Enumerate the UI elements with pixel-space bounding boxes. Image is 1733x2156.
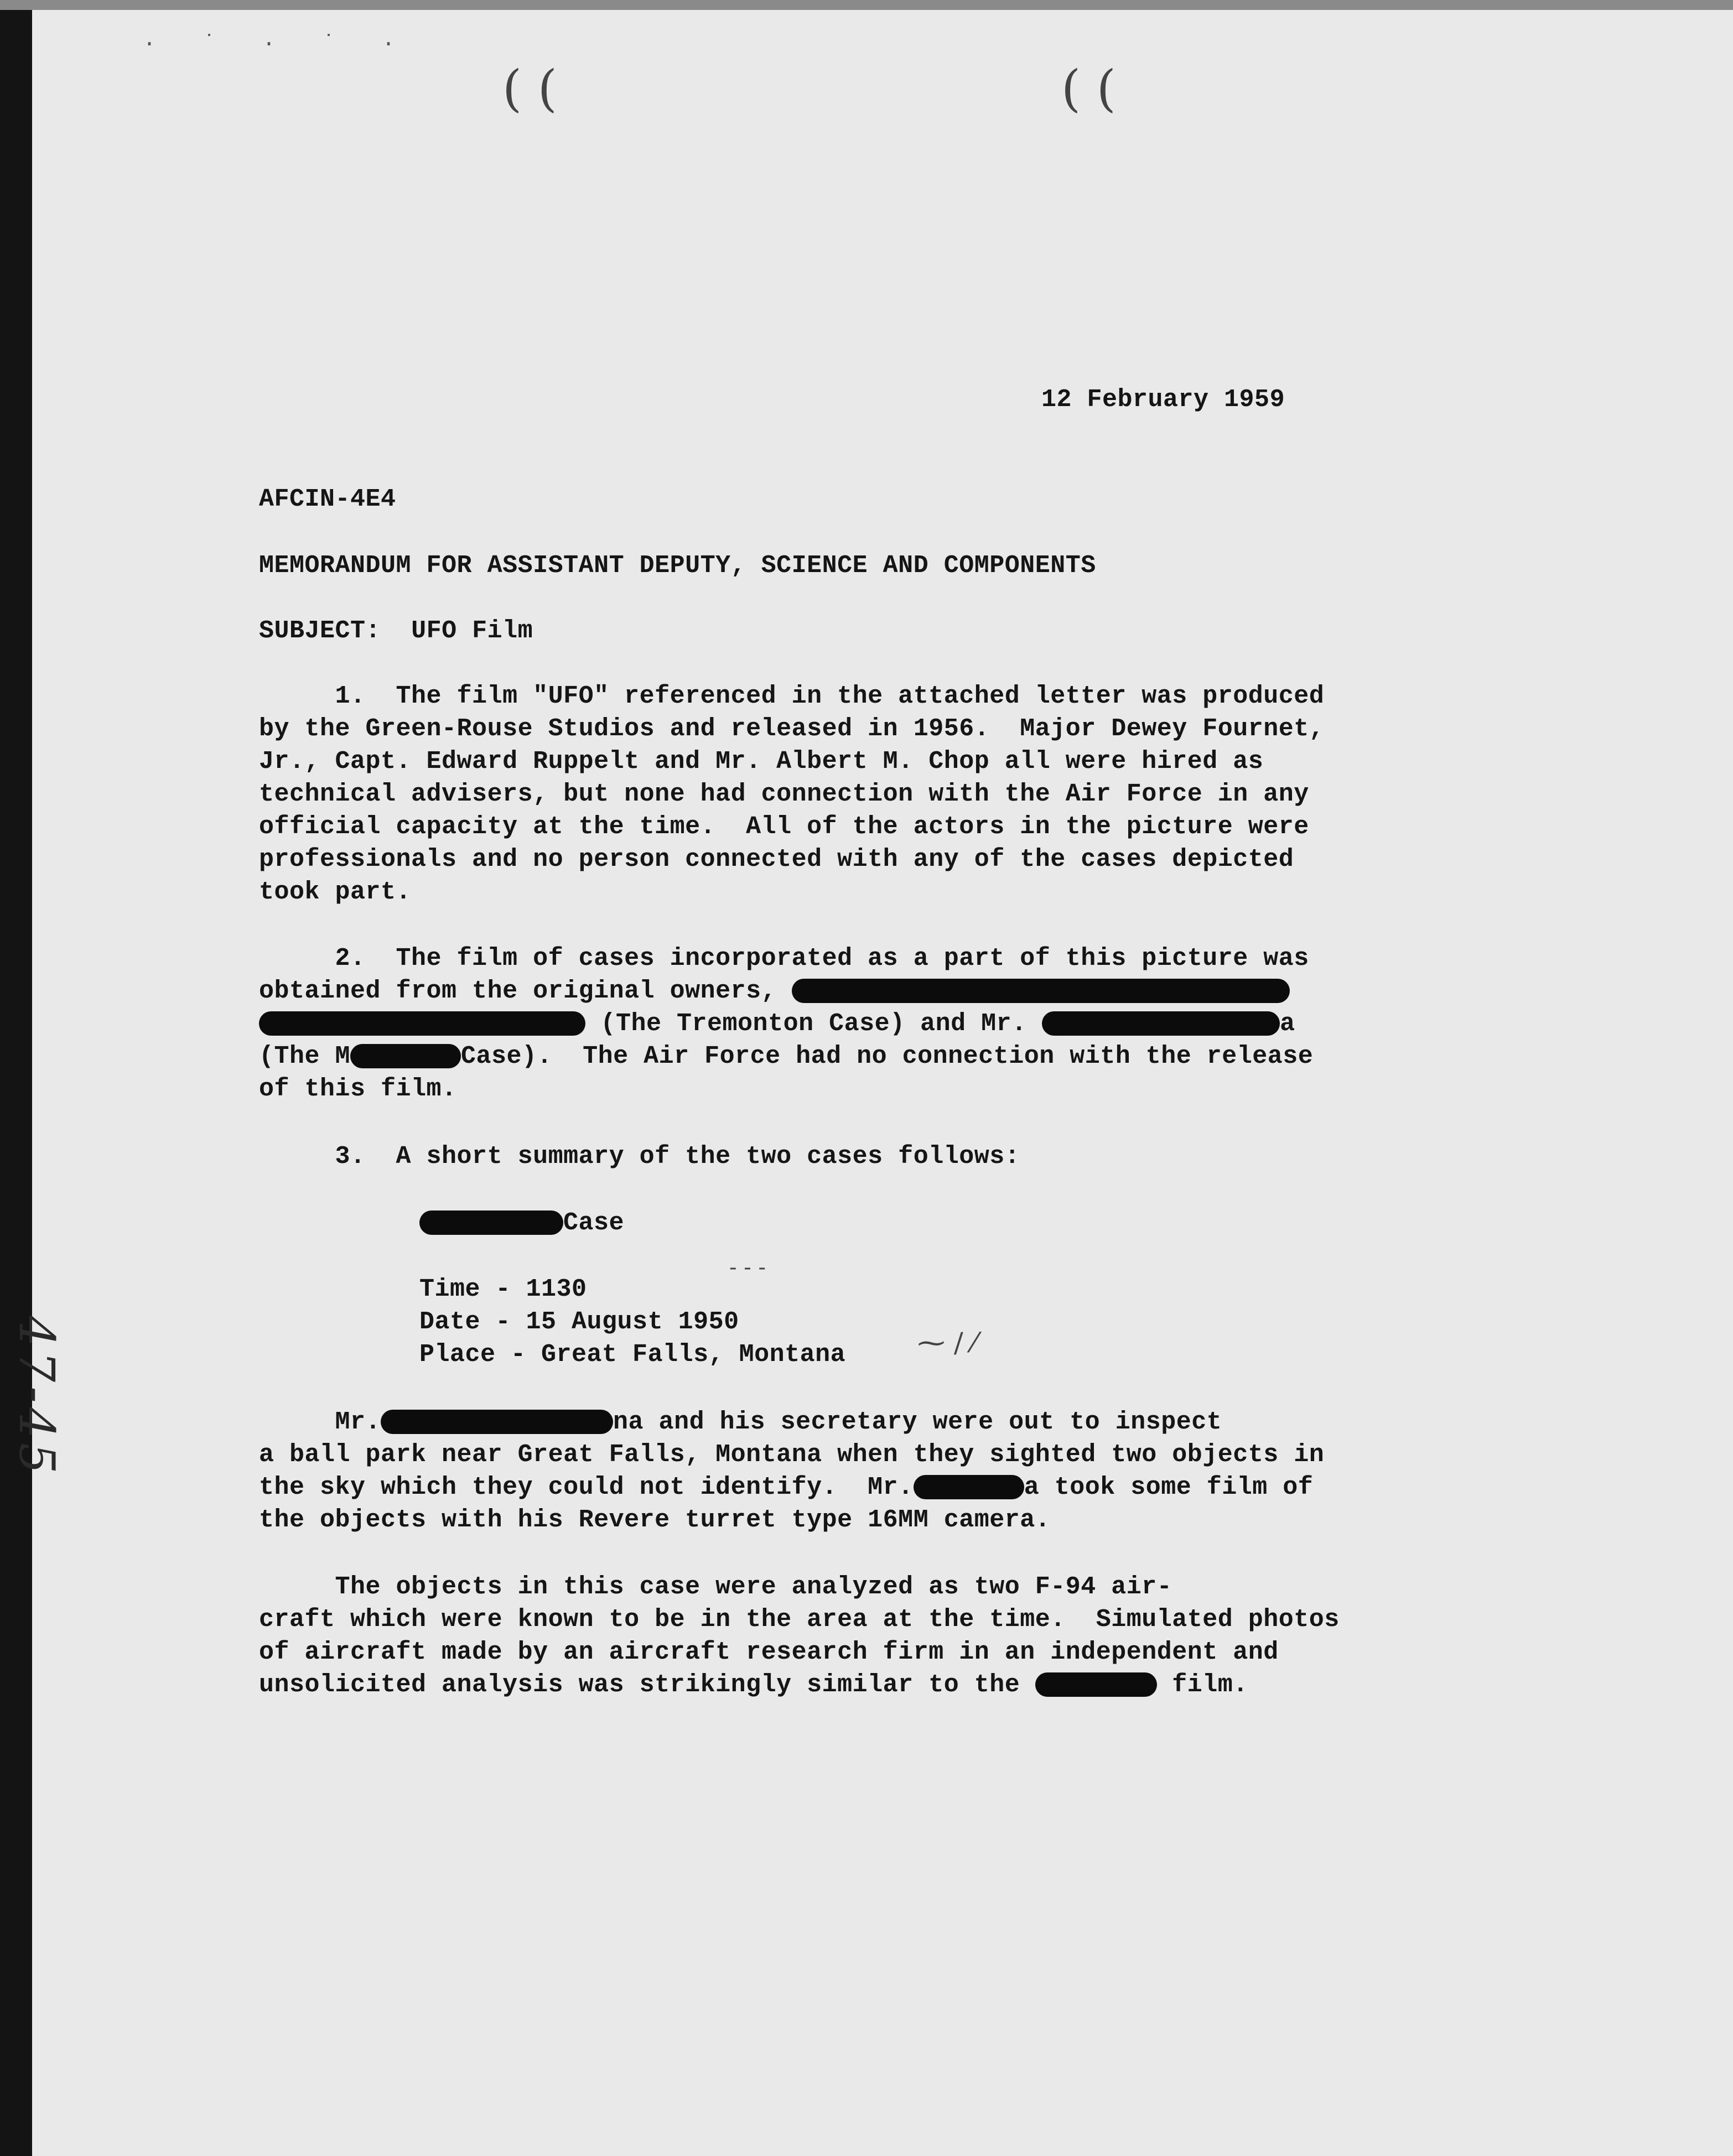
memo-page	[8, 10, 1733, 2156]
office-symbol: AFCIN-4E4	[259, 485, 396, 513]
p2-text: Case). The Air Force had no connection with the release	[461, 1042, 1314, 1071]
redaction-bar	[1042, 1011, 1280, 1036]
redaction-bar	[914, 1475, 1024, 1499]
p5-line: The objects in this case were analyzed as two F-94 air-	[259, 1573, 1172, 1601]
p2-text: (The M	[259, 1042, 351, 1071]
p2-text: (The Tremonton Case) and Mr.	[600, 1010, 1027, 1038]
p2-line	[259, 979, 1290, 1004]
p4-line: a ball park near Great Falls, Montana when they sighted two objects in	[259, 1441, 1325, 1469]
p5-text: film.	[1172, 1671, 1248, 1699]
redaction-bar	[350, 1044, 461, 1068]
memo-date: 12 February 1959	[1041, 386, 1285, 414]
p2-line: of this film.	[259, 1075, 457, 1103]
p4-line	[259, 1475, 1313, 1500]
case-heading-text: Case	[563, 1209, 625, 1237]
subject-value: UFO Film	[411, 617, 533, 645]
subject-label: SUBJECT:	[259, 617, 381, 645]
redaction-bar	[381, 1410, 613, 1434]
p1-line: 1. The film "UFO" referenced in the attached letter was produced	[259, 682, 1325, 710]
pencil-mark: ( (	[1061, 60, 1116, 118]
p2-line	[259, 1011, 1295, 1036]
case-heading	[419, 1211, 624, 1235]
p1-line: Jr., Capt. Edward Ruppelt and Mr. Albert M. Chop all were hired as	[259, 747, 1264, 776]
p4-text: the sky which they could not identify. Mr.	[259, 1473, 914, 1502]
scan-specks: · ˙ · ˙ ·	[143, 32, 412, 57]
redaction-bar	[419, 1211, 563, 1235]
p4-text: Mr.	[259, 1408, 381, 1436]
p5-line: craft which were known to be in the area at the time. Simulated photos	[259, 1606, 1340, 1634]
p1-line: professionals and no person connected with any of the cases depicted	[259, 845, 1294, 874]
p4-text: na and his secretary were out to inspect	[613, 1408, 1222, 1436]
p2-line: 2. The film of cases incorporated as a part of this picture was	[259, 944, 1309, 973]
memo-addressee: MEMORANDUM FOR ASSISTANT DEPUTY, SCIENCE AND COMPONENTS	[259, 552, 1096, 580]
p1-line: official capacity at the time. All of the actors in the picture were	[259, 813, 1309, 841]
subject-line	[259, 619, 533, 643]
p4-line: the objects with his Revere turret type 16MM camera.	[259, 1506, 1051, 1534]
p1-line: by the Green-Rouse Studios and released in 1956. Major Dewey Fournet,	[259, 715, 1325, 743]
pencil-mark: ⁓ / ⁄	[917, 1327, 977, 1359]
p2-line	[259, 1044, 1313, 1069]
p5-text: unsolicited analysis was strikingly similar to the	[259, 1671, 1020, 1699]
p4-text: a took some film of	[1024, 1473, 1314, 1502]
p2-text: obtained from the original owners,	[259, 977, 777, 1005]
scan-top-edge	[0, 0, 1733, 10]
redaction-bar	[792, 979, 1290, 1003]
redaction-bar	[259, 1011, 585, 1036]
p3-line: 3. A short summary of the two cases follows:	[259, 1142, 1020, 1171]
p2-text: a	[1280, 1010, 1295, 1038]
p5-line: of aircraft made by an aircraft research firm in an independent and	[259, 1638, 1279, 1666]
p5-line	[259, 1672, 1248, 1697]
pencil-mark: ‑ ‑ ‑	[729, 1255, 766, 1280]
p1-line: technical advisers, but none had connection with the Air Force in any	[259, 780, 1309, 808]
p1-line: took part.	[259, 878, 412, 906]
case-place: Place - Great Falls, Montana	[419, 1341, 846, 1369]
case-time: Time - 1130	[419, 1275, 587, 1303]
margin-handwritten-number: 47-45	[8, 1316, 65, 1478]
pencil-mark: ( (	[502, 60, 557, 118]
redaction-bar	[1035, 1672, 1157, 1697]
case-date: Date - 15 August 1950	[419, 1308, 739, 1336]
p4-line	[259, 1410, 1222, 1435]
